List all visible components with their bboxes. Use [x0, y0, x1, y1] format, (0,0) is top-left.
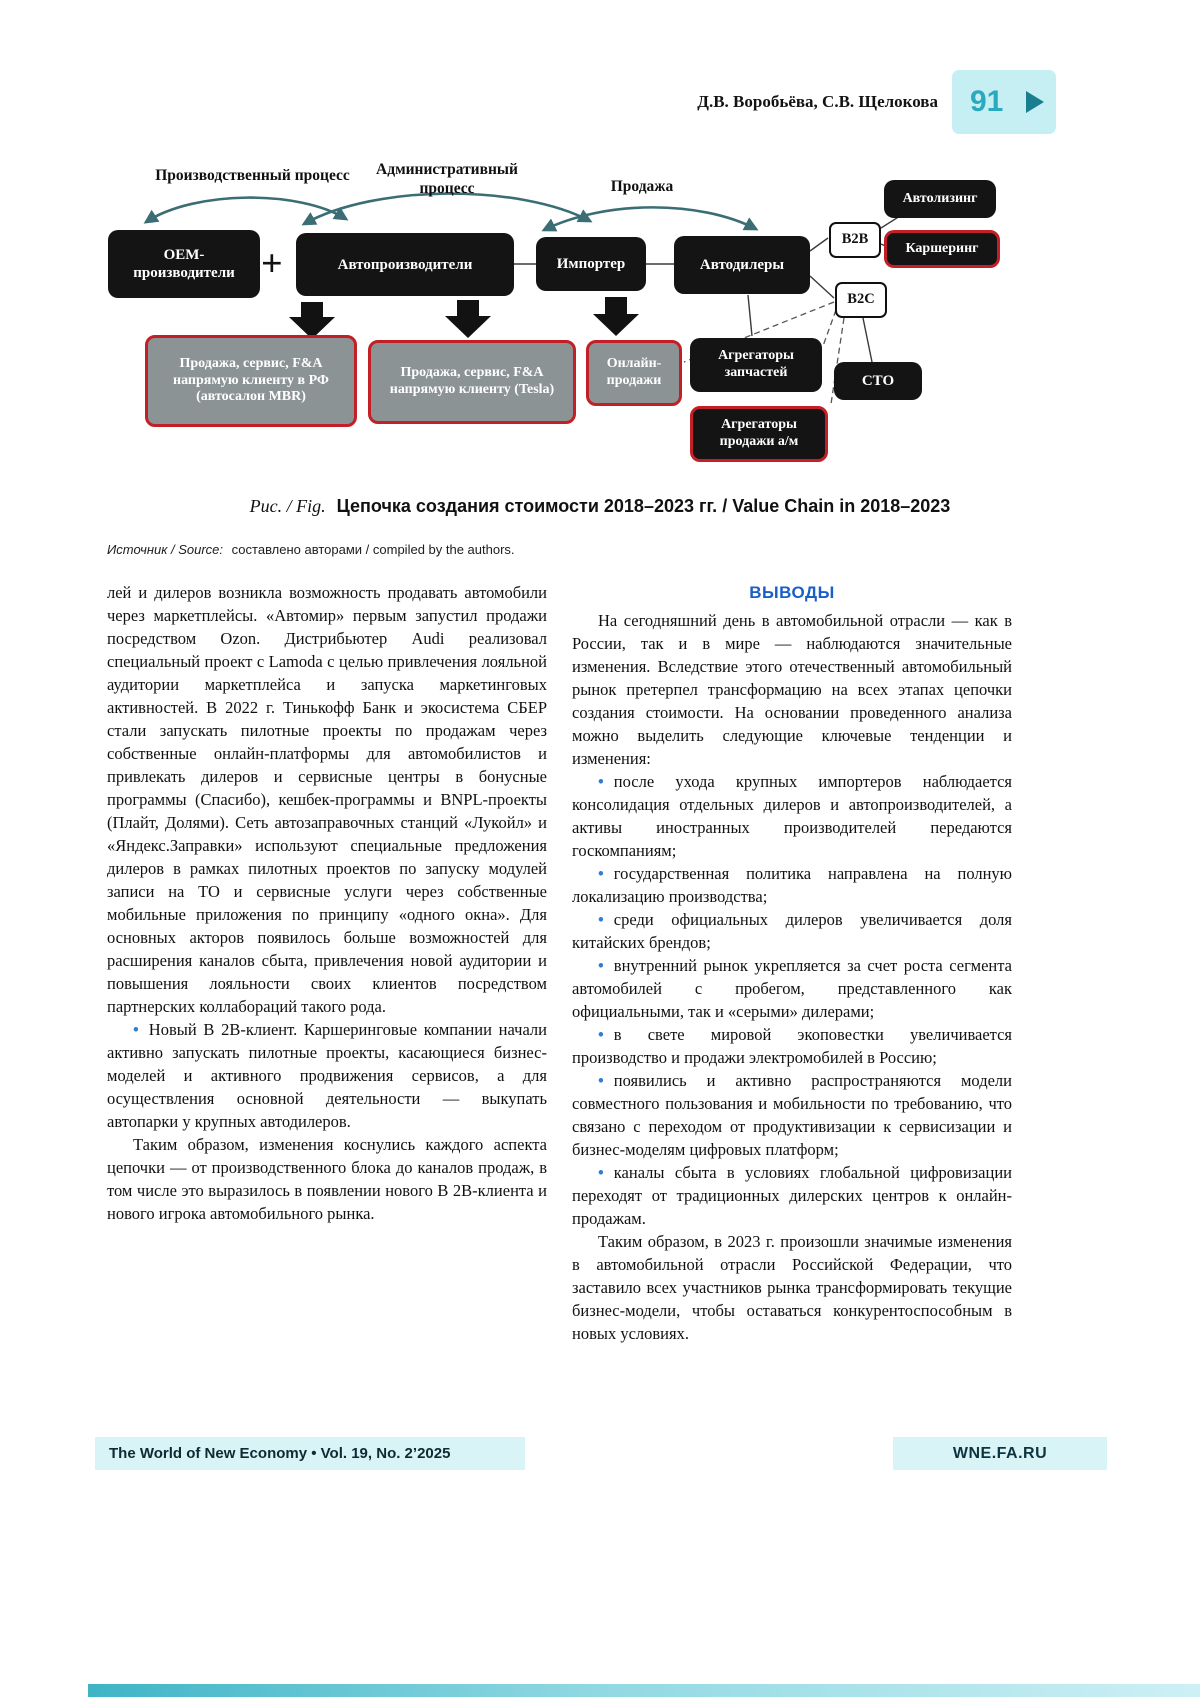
arc-sales	[544, 207, 756, 230]
node-sto: СТО	[834, 362, 922, 400]
page-number-badge	[952, 70, 1056, 134]
paragraph: На сегодняшний день в автомобильной отрасли — как в России, так и в мире — наблюдаются значительные изменения. Вследствие этого отечественный автомобильный рынок претерпел трансформацию на всех этапах цепочки создания стоимости. На основании проведенного анализа можно выделить следующие ключевые тенденции и изменения:	[572, 611, 1012, 768]
authors-line: Д.В. Воробьёва, С.В. Щелокова	[697, 92, 938, 111]
bullet-item: • государственная политика направлена на полную локализацию производства;	[572, 862, 1012, 908]
page-number: 91	[970, 85, 1004, 118]
paragraph: Таким образом, в 2023 г. произошли значимые изменения в автомобильной отрасли Российской Федерации, что заставило всех участников рынка трансформировать текущие бизнес-модели, чтобы оставаться конкурентоспособным в новых условиях.	[572, 1232, 1012, 1343]
node-carsharing: Каршеринг	[884, 230, 1000, 268]
bullet-item: • после ухода крупных импортеров наблюдается консолидация отдельных дилеров и автопроизводителей, а активы иностранных производителей передаются госкомпаниям;	[572, 770, 1012, 862]
footer-site-strip	[893, 1437, 1107, 1470]
bullet-item: • среди официальных дилеров увеличивается доля китайских брендов;	[572, 908, 1012, 954]
conclusions-heading: ВЫВОДЫ	[749, 583, 835, 602]
dashed-b2c-parts	[823, 310, 836, 346]
node-direct-sales-tesla: Продажа, сервис, F&A напрямую клиенту (Tesla)	[368, 340, 576, 424]
figure-source-label: Источник / Source:	[107, 542, 224, 557]
node-online-sales: Онлайн-продажи	[586, 340, 682, 406]
bullet-item: • Новый B 2B-клиент. Каршеринговые компании начали активно запускать пилотные проекты, касающиеся бизнес-моделей и активного продвижения сервисов, а для осуществления основной деятельности — выкупать автопарки у крупных автодилеров.	[107, 1018, 547, 1133]
bottom-accent-bar	[88, 1684, 1200, 1697]
stage-label-administrative: Административный процесс	[376, 161, 518, 198]
node-b2c: B2C	[835, 282, 887, 318]
figure-caption-label: Рис. / Fig.	[249, 496, 326, 516]
figure-source-text: составлено авторами / compiled by the authors.	[231, 542, 515, 557]
bullet-item: • появились и активно распространяются модели совместного пользования и мобильности по требованию, что связано с переходом от продуктивизации к сервисизации и бизнес-моделям цифровых платформ;	[572, 1069, 1012, 1161]
arrow-right-icon	[1026, 91, 1044, 113]
figure-source	[107, 542, 515, 557]
node-automakers: Автопроизводители	[296, 233, 514, 296]
right-column	[572, 581, 1012, 1345]
node-b2b: B2B	[829, 222, 881, 258]
stage-label-production: Производственный процесс	[155, 167, 350, 184]
node-direct-sales-rf: Продажа, сервис, F&A напрямую клиенту в РФ (автосалон MBR)	[145, 335, 357, 427]
node-importer: Импортер	[536, 237, 646, 291]
line-dealers-b2c	[810, 276, 834, 298]
left-column	[107, 581, 547, 1345]
node-autoleasing: Автолизинг	[884, 180, 996, 218]
bullet-item: • в свете мировой экоповестки увеличивается производство и продажи электромобилей в Россию;	[572, 1023, 1012, 1069]
paragraph: Таким образом, изменения коснулись каждого аспекта цепочки — от производственного блока до каналов продаж, в том числе это выразилось в появлении нового B 2B-клиента и нового игрока автомобильного рынка.	[107, 1135, 547, 1223]
node-parts-aggregators: Агрегаторы запчастей	[690, 338, 822, 392]
node-car-sale-aggregators: Агрегаторы продажи а/м	[690, 406, 828, 462]
down-arrow-automakers	[445, 300, 491, 338]
down-arrow-oem	[289, 302, 335, 339]
footer-journal-strip	[95, 1437, 525, 1470]
down-arrow-importer	[593, 297, 639, 336]
body-columns	[107, 581, 1012, 1345]
plus-sign: +	[261, 243, 283, 285]
bullet-item: • каналы сбыта в условиях глобальной цифровизации переходят от традиционных дилерских центров к онлайн-продажам.	[572, 1161, 1012, 1230]
line-dealers-b2b	[810, 238, 828, 251]
figure-caption	[100, 496, 1100, 517]
footer-site-text: WNE.FA.RU	[952, 1444, 1048, 1462]
node-oem-producers: ОЕМ-производители	[108, 230, 260, 298]
value-chain-figure	[100, 150, 1010, 485]
bullet-item: • внутренний рынок укрепляется за счет роста сегмента автомобилей с пробегом, представленного как официальными, так и «серыми» дилерами;	[572, 954, 1012, 1023]
figure-caption-text: Цепочка создания стоимости 2018–2023 гг. / Value Chain in 2018–2023	[336, 496, 951, 516]
line-dealers-parts	[748, 295, 752, 336]
paragraph: лей и дилеров возникла возможность продавать автомобили через маркетплейсы. «Автомир» первым запустил продажи посредством Ozon. Дистрибьютер Audi реализовал специальный проект с Lamoda с целью привлечения лояльной аудитории маркетплейса и запуска маркетинговых активностей. В 2022 г. Тинькофф Банк и экосистема СБЕР стали запускать пилотные проекты по продажам через собственные онлайн-платформы для автомобилистов и привлекать дилеров и сервисные центры в бонусные программы (Спасибо), кешбек-программы и BNPL-проекты (Плайт, Долями). Сеть автозаправочных станций «Лукойл» и «Яндекс.Заправки» используют специальные предложения дилеров в рамках пилотных проектов по запуску модулей записи на ТО и сервисные услуги через собственные мобильные приложения по принципу «одного окна». Для основных акторов появилось больше возможностей для расширения каналов сбыта, привлечения новой аудитории и повышения лояльности своих клиентов посредством партнерских коллабораций такого рода.	[107, 583, 547, 1016]
footer-journal-text: The World of New Economy • Vol. 19, No. 2’2025	[109, 1445, 451, 1462]
node-dealers: Автодилеры	[674, 236, 810, 294]
stage-label-sales: Продажа	[610, 178, 674, 195]
line-b2c-sto	[863, 318, 872, 362]
